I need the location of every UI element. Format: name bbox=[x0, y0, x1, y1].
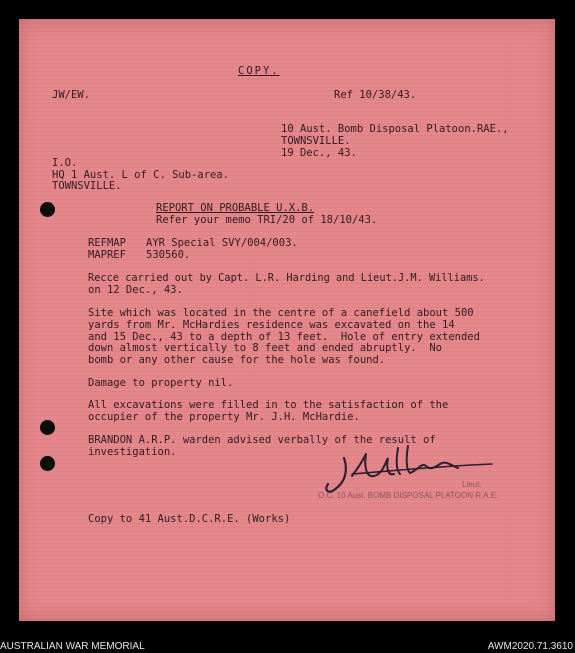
sender-line: TOWNSVILLE. bbox=[281, 135, 351, 147]
subject-title: REPORT ON PROBABLE U.X.B. bbox=[156, 202, 315, 214]
stamp-unit: O.C. 10 Aust. BOMB DISPOSAL PLATOON R.A.E. bbox=[318, 491, 499, 500]
paragraph-line: All excavations were filled in to the satisfaction of the bbox=[88, 399, 449, 411]
document-heading: COPY. bbox=[238, 65, 280, 77]
mapref-label: MAPREF bbox=[88, 249, 126, 261]
refmap-label: REFMAP bbox=[88, 237, 126, 249]
sender-line: 10 Aust. Bomb Disposal Platoon.RAE., bbox=[281, 123, 509, 135]
reference-number: Ref 10/38/43. bbox=[334, 89, 417, 101]
subject-reference: Refer your memo TRI/20 of 18/10/43. bbox=[156, 214, 378, 226]
paragraph-line: Site which was located in the centre of a canefield about 500 bbox=[88, 307, 474, 319]
paragraph-line: Recce carried out by Capt. L.R. Harding and Lieut.J.M. Williams. bbox=[88, 272, 485, 284]
sender-line: 19 Dec., 43. bbox=[281, 147, 357, 159]
punch-hole-top bbox=[40, 202, 55, 217]
paragraph-line: BRANDON A.R.P. warden advised verbally of the result of bbox=[88, 434, 436, 446]
copy-to-line: Copy to 41 Aust.D.C.R.E. (Works) bbox=[88, 513, 291, 525]
punch-hole-middle bbox=[40, 420, 55, 435]
refmap-value: AYR Special SVY/004/003. bbox=[146, 237, 298, 249]
paragraph-line: occupier of the property Mr. J.H. McHardie. bbox=[88, 411, 360, 423]
paragraph-line: yards from Mr. McHardies residence was excavated on the 14 bbox=[88, 319, 455, 331]
footer-accession-number: AWM2020.71.3610 bbox=[487, 641, 573, 652]
initials: JW/EW. bbox=[52, 89, 90, 101]
paragraph-damage: Damage to property nil. bbox=[88, 377, 234, 389]
recipient-line: HQ 1 Aust. L of C. Sub-area. bbox=[52, 169, 230, 181]
paragraph-line: on 12 Dec., 43. bbox=[88, 284, 183, 296]
paragraph-line: down almost vertically to 8 feet and ended abruptly. No bbox=[88, 342, 443, 354]
recipient-line: I.O. bbox=[52, 157, 78, 169]
recipient-line: TOWNSVILLE. bbox=[52, 180, 122, 192]
paragraph-line: and 15 Dec., 43 to a depth of 13 feet. Hole of entry extended bbox=[88, 331, 480, 343]
punch-hole-bottom bbox=[40, 456, 55, 471]
paragraph-line: investigation. bbox=[88, 446, 177, 458]
stamp-rank: Lieut. bbox=[462, 480, 482, 489]
mapref-value: 530560. bbox=[146, 249, 191, 261]
paragraph-line: bomb or any other cause for the hole was found. bbox=[88, 354, 386, 366]
footer-institution: AUSTRALIAN WAR MEMORIAL bbox=[0, 641, 145, 652]
